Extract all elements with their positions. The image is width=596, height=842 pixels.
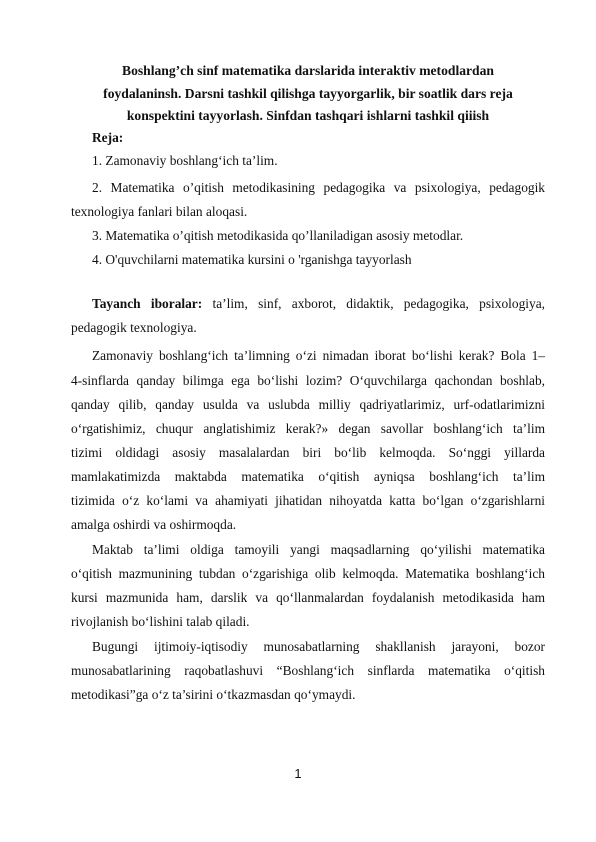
paragraph-1-line: qanday qilib, qanday usulda va uslubda milliy qadriyatlarimiz, urf-odatlarimizni [71,397,545,412]
paragraph-2-line: kursi mazmunida ham, darslik va qo‘llanmalardan foydalanish metodikasida ham [71,590,545,605]
keywords-text: ta’lim, sinf, axborot, didaktik, pedagogika, psixologiya, [202,296,545,311]
paragraph-1-line: 4-sinflarda qanday bilimga ega bo‘lishi lozim? O‘quvchilarga qachondan boshlab, [71,373,545,388]
document-title [95,60,521,128]
title-line-1: Boshlang’ch sinf matematika darslarida interaktiv metodlardan [122,63,494,78]
paragraph-2-line: Maktab ta’limi oldiga tamoyili yangi maqsadlarning qo‘yilishi matematika [92,542,545,557]
paragraph-1-line: tizimida o‘z ko‘lami va ahamiyati jihatidan nihoyatda katta bo‘lgan o‘zgarishlarni [71,493,545,508]
page-number: 1 [294,766,302,781]
paragraph-3-line: Bugungi ijtimoiy-iqtisodiy munosabatlarning shakllanish jarayoni, bozor [92,639,545,654]
paragraph-2-line: o‘qitish mazmunining tubdan o‘zgarishiga olib kelmoqda. Matematika boshlang‘ich [71,566,545,581]
reja-item-1: 1. Zamonaviy boshlang‘ich ta’lim. [92,153,278,168]
reja-item-2-line-1: 2. Matematika o’qitish metodikasining pedagogika va psixologiya, pedagogik [92,180,545,195]
keywords-label: Tayanch iboralar: [92,296,203,311]
title-line-3: konspektini tayyorlash. Sinfdan tashqari ishlarni tashkil qiiish [126,108,490,123]
paragraph-1-line: Zamonaviy boshlang‘ich ta’limning o‘zi nimadan iborat bo‘lishi kerak? Bola 1– [92,348,545,363]
reja-item-2-line-2: texnologiya fanlari bilan aloqasi. [71,204,248,219]
keywords-line-1 [92,296,545,312]
reja-item-4: 4. O'quvchilarni matematika kursini o 'rganishga tayyorlash [92,252,412,267]
paragraph-1-line: o‘rgatishimiz, chuqur anglatishimiz kerak?» degan savollar boshlang‘ich ta’lim [71,421,545,436]
paragraph-1-line: tizimi oldidagi asosiy masalalardan biri bo‘lib kelmoqda. So‘nggi yillarda [71,445,545,460]
reja-heading: Reja: [92,130,124,145]
paragraph-3-line: munosabatlarining raqobatlashuvi “Boshlang‘ich sinflarda matematika o‘qitish [71,663,545,678]
paragraph-1-line: amalga oshirdi va oshirmoqda. [71,517,237,532]
keywords-line-2: pedagogik texnologiya. [71,320,197,335]
paragraph-2-line: rivojlanish bo‘lishini talab qiladi. [71,614,250,629]
paragraph-1-line: mamlakatimizda maktabda matematika o‘qitish ayniqsa boshlang‘ich ta’lim [71,469,545,484]
paragraph-3-line: metodikasi”ga o‘z ta’sirini o‘tkazmasdan qo‘ymaydi. [71,687,356,702]
reja-item-3: 3. Matematika o’qitish metodikasida qo’llaniladigan asosiy metodlar. [92,228,464,243]
title-line-2: foydalaninsh. Darsni tashkil qilishga tayyorgarlik, bir soatlik dars reja [103,85,513,101]
